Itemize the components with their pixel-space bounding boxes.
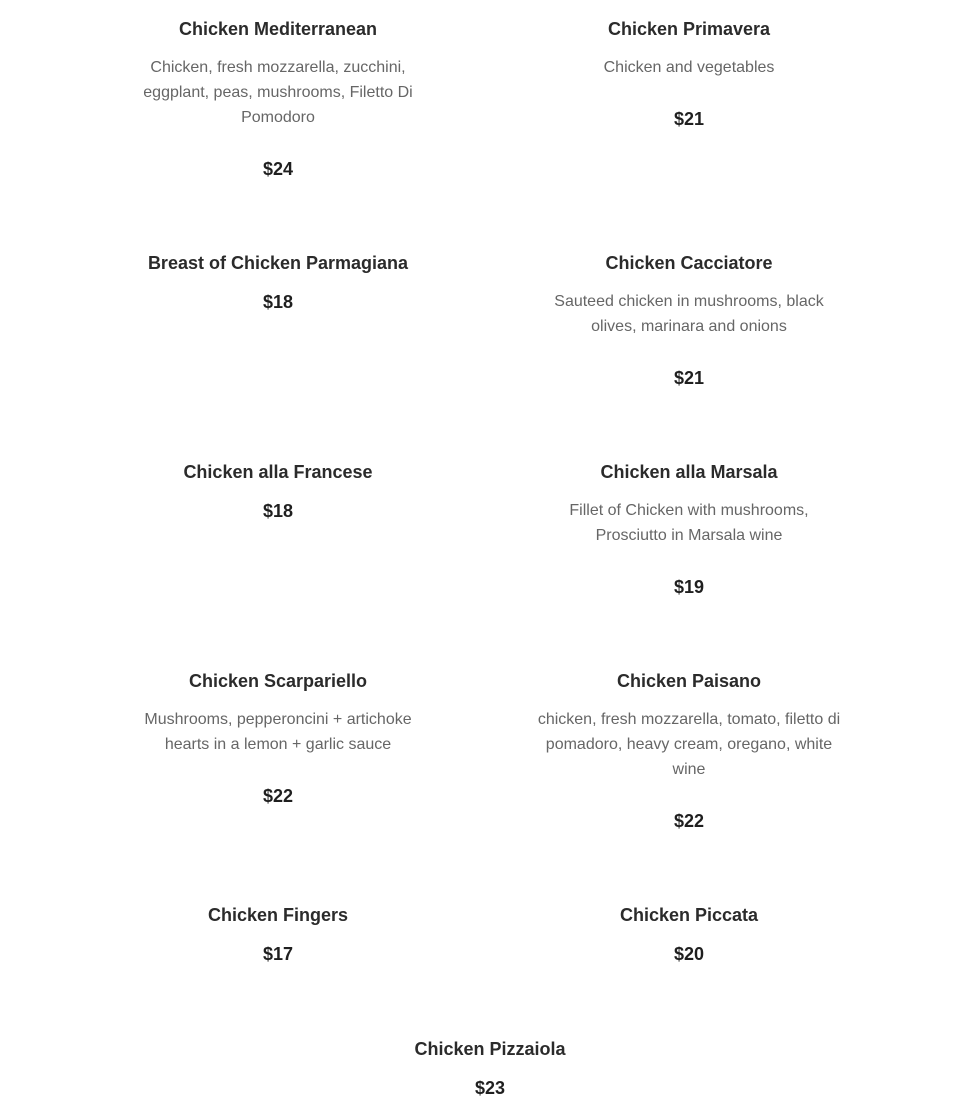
- menu-item-price: $19: [673, 577, 705, 597]
- menu-item-price: $20: [673, 944, 705, 964]
- menu-item-description: Mushrooms, pepperoncini + artichoke hearts in a lemon + garlic sauce: [144, 711, 412, 753]
- menu-item-description: Chicken, fresh mozzarella, zucchini, eggplant, peas, mushrooms, Filetto Di Pomodoro: [143, 59, 413, 126]
- menu-item-chicken-paisano: [534, 670, 844, 832]
- menu-item-price: $22: [673, 811, 705, 831]
- menu-item-price: $24: [262, 159, 294, 179]
- menu-item-title: Chicken Piccata: [619, 905, 759, 925]
- menu-item-title: Breast of Chicken Parmagiana: [147, 253, 409, 273]
- menu-item-price: $21: [673, 368, 705, 388]
- menu-item-title: Chicken Pizzaiola: [414, 1039, 566, 1059]
- menu-item-price: $18: [262, 501, 294, 521]
- menu-item-chicken-scarpariello: [138, 670, 418, 807]
- menu-item-title: Chicken Primavera: [607, 19, 771, 39]
- menu-item-title: Chicken alla Marsala: [600, 462, 778, 482]
- menu-item-price: $17: [262, 944, 294, 964]
- menu-item-title: Chicken Paisano: [616, 671, 762, 691]
- menu-item-description: chicken, fresh mozzarella, tomato, filetto di pomadoro, heavy cream, oregano, white wine: [537, 711, 841, 778]
- menu-item-title: Chicken Fingers: [207, 905, 349, 925]
- menu-item-price: $23: [474, 1078, 506, 1098]
- menu-item-title: Chicken Scarpariello: [188, 671, 368, 691]
- menu-item-title: Chicken alla Francese: [183, 462, 373, 482]
- menu-item-price: $21: [673, 109, 705, 129]
- menu-item-chicken-mediterranean: [138, 18, 418, 180]
- menu-item-chicken-piccata: [548, 904, 830, 965]
- menu-item-chicken-primavera: [538, 18, 840, 130]
- menu-item-chicken-fingers: [138, 904, 418, 965]
- menu-item-price: $18: [262, 292, 294, 312]
- menu-item-chicken-alla-francese: [138, 461, 418, 522]
- menu-item-chicken-alla-marsala: [548, 461, 830, 598]
- menu-item-description: Fillet of Chicken with mushrooms, Prosciutto in Marsala wine: [569, 502, 809, 544]
- menu-item-price: $22: [262, 786, 294, 806]
- menu-item-title: Chicken Cacciatore: [605, 253, 773, 273]
- menu-item-breast-of-chicken-parmagiana: [138, 252, 418, 313]
- menu-item-chicken-pizzaiola: [340, 1038, 640, 1099]
- menu-item-description: Sauteed chicken in mushrooms, black olives, marinara and onions: [554, 293, 824, 335]
- menu-item-title: Chicken Mediterranean: [178, 19, 378, 39]
- menu-item-description: Chicken and vegetables: [603, 59, 775, 76]
- menu-item-chicken-cacciatore: [548, 252, 830, 389]
